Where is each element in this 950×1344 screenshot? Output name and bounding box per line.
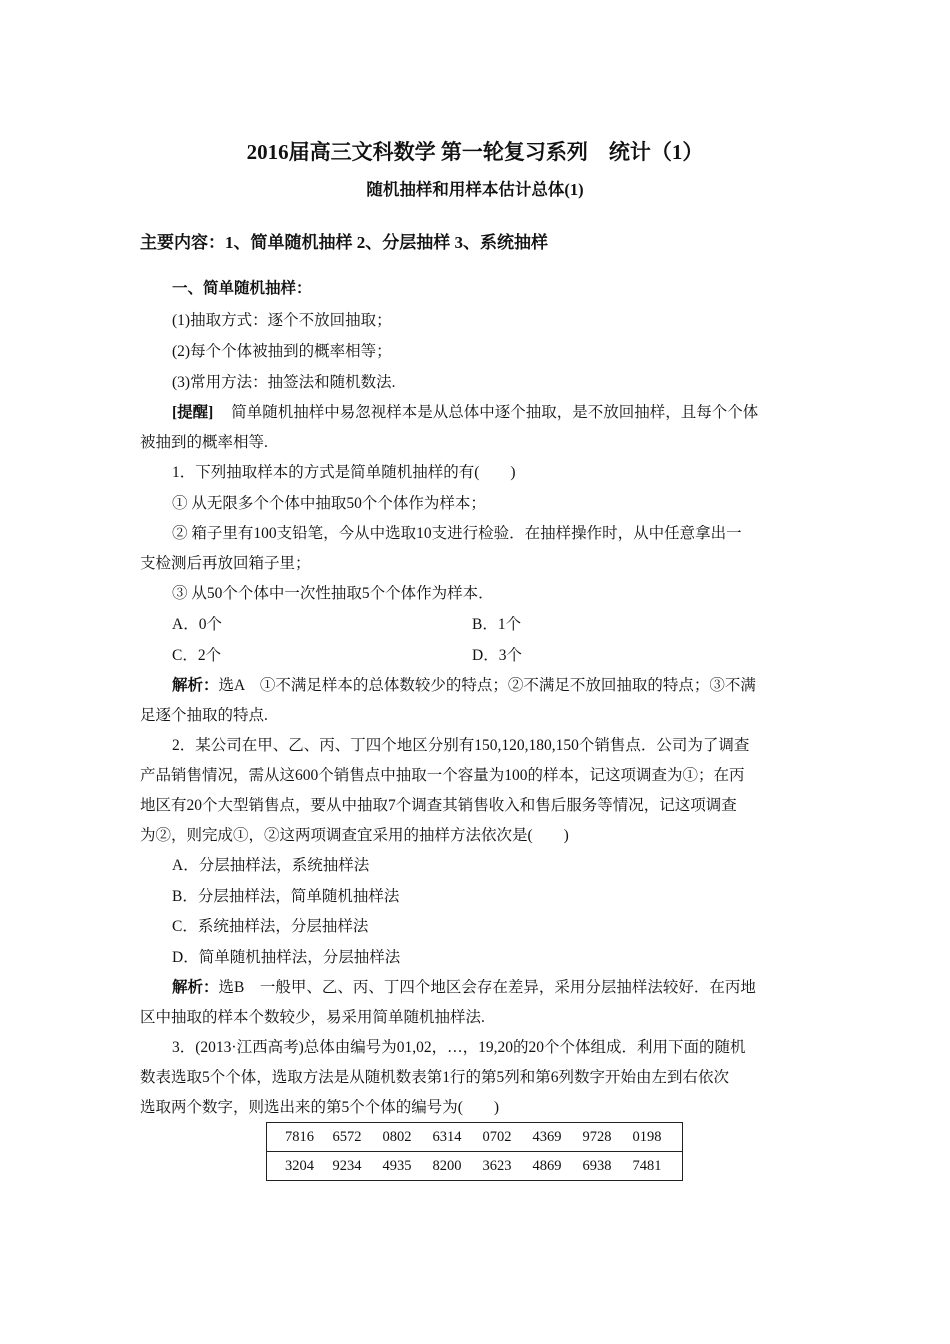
option-a: A．分层抽样法，系统抽样法 [172,857,370,874]
answer-explanation [172,975,844,997]
table-cell: 9728 [572,1123,622,1152]
table-cell: 6572 [322,1123,372,1152]
answer-text: 选B 一般甲、乙、丙、丁四个地区会存在差异，采用分层抽样法较好．在丙地 [218,979,756,996]
question-3-text: 选取两个数字，则选出来的第5个个体的编号为( ) [140,1099,500,1116]
tip-text: 简单随机抽样中易忽视样本是从总体中逐个抽取，是不放回抽样，且每个个体 [231,404,759,421]
main-content-heading: 主要内容：1、简单随机抽样 2、分层抽样 3、系统抽样 [140,233,548,252]
page-title: 2016届高三文科数学 第一轮复习系列 统计（1） [246,140,704,164]
question-2-text: 地区有20个大型销售点，要从中抽取7个调查其销售收入和售后服务等情况，记这项调查 [140,797,737,814]
question-1-statement: ② 箱子里有100支铅笔，今从中选取10支进行检验．在抽样操作时，从中任意拿出一 [172,525,742,542]
table-cell: 0198 [622,1123,683,1152]
table-cell: 6314 [422,1123,472,1152]
question-2-text: 2．某公司在甲、乙、丙、丁四个地区分别有150,120,180,150个销售点．公司为了调查 [172,737,750,754]
answer-explanation [172,673,844,695]
table-cell: 9234 [332,1157,362,1174]
page-subtitle: 随机抽样和用样本估计总体(1) [366,180,584,199]
answer-text: 选A ①不满足样本的总体数较少的特点；②不满足不放回抽取的特点；③不满 [218,677,756,694]
question-2-text: 为②，则完成①，②这两项调查宜采用的抽样方法依次是( ) [140,827,569,844]
answer-label: 解析： [172,979,219,996]
question-3-text: 3．(2013·江西高考)总体由编号为01,02，…，19,20的20个个体组成．利用下面的随机 [172,1039,746,1056]
tip-label: [提醒] [172,404,214,421]
table-cell: 0702 [472,1123,522,1152]
table-cell: 4869 [532,1157,562,1174]
list-item: (1)抽取方式：逐个不放回抽取； [172,312,392,329]
question-1-stem: 1．下列抽取样本的方式是简单随机抽样的有( ) [172,464,516,481]
table-cell: 7816 [267,1123,323,1152]
list-item: (3)常用方法：抽签法和随机数法. [172,374,396,391]
tip-paragraph [172,400,844,422]
option-b: B．分层抽样法，简单随机抽样法 [172,888,400,905]
option-b: B．1个 [472,616,522,633]
option-d: D．3个 [472,647,522,664]
table-row [267,1123,683,1152]
answer-label: 解析： [172,677,219,694]
answer-text-cont: 区中抽取的样本个数较少，易采用简单随机抽样法. [140,1009,485,1026]
option-a: A．0个 [172,616,222,633]
random-number-table [266,1122,683,1181]
option-c: C．2个 [172,647,222,664]
answer-text-cont: 足逐个抽取的特点. [140,707,268,724]
table-cell: 4935 [382,1157,412,1174]
list-item: (2)每个个体被抽到的概率相等； [172,343,392,360]
question-3-text: 数表选取5个个体，选取方法是从随机数表第1行的第5列和第6列数字开始由左到右依次 [140,1069,730,1086]
table-cell: 3623 [482,1157,512,1174]
table-cell: 0802 [372,1123,422,1152]
table-cell: 7481 [632,1157,662,1174]
table-cell: 8200 [432,1157,462,1174]
table-cell: 4369 [522,1123,572,1152]
table-cell: 6938 [582,1157,612,1174]
table-cell: 3204 [285,1157,314,1174]
question-1-statement: ③ 从50个个体中一次性抽取5个个体作为样本． [172,585,494,602]
option-d: D．简单随机抽样法，分层抽样法 [172,949,401,966]
option-c: C．系统抽样法，分层抽样法 [172,918,369,935]
question-1-statement-cont: 支检测后再放回箱子里； [140,555,311,572]
table-row [267,1152,683,1181]
tip-text-cont: 被抽到的概率相等. [140,434,268,451]
question-2-text: 产品销售情况，需从这600个销售点中抽取一个容量为100的样本，记这项调查为①；在丙 [140,767,745,784]
question-1-statement: ① 从无限多个个体中抽取50个个体作为样本； [172,495,486,512]
section-heading: 一、简单随机抽样： [172,280,312,297]
